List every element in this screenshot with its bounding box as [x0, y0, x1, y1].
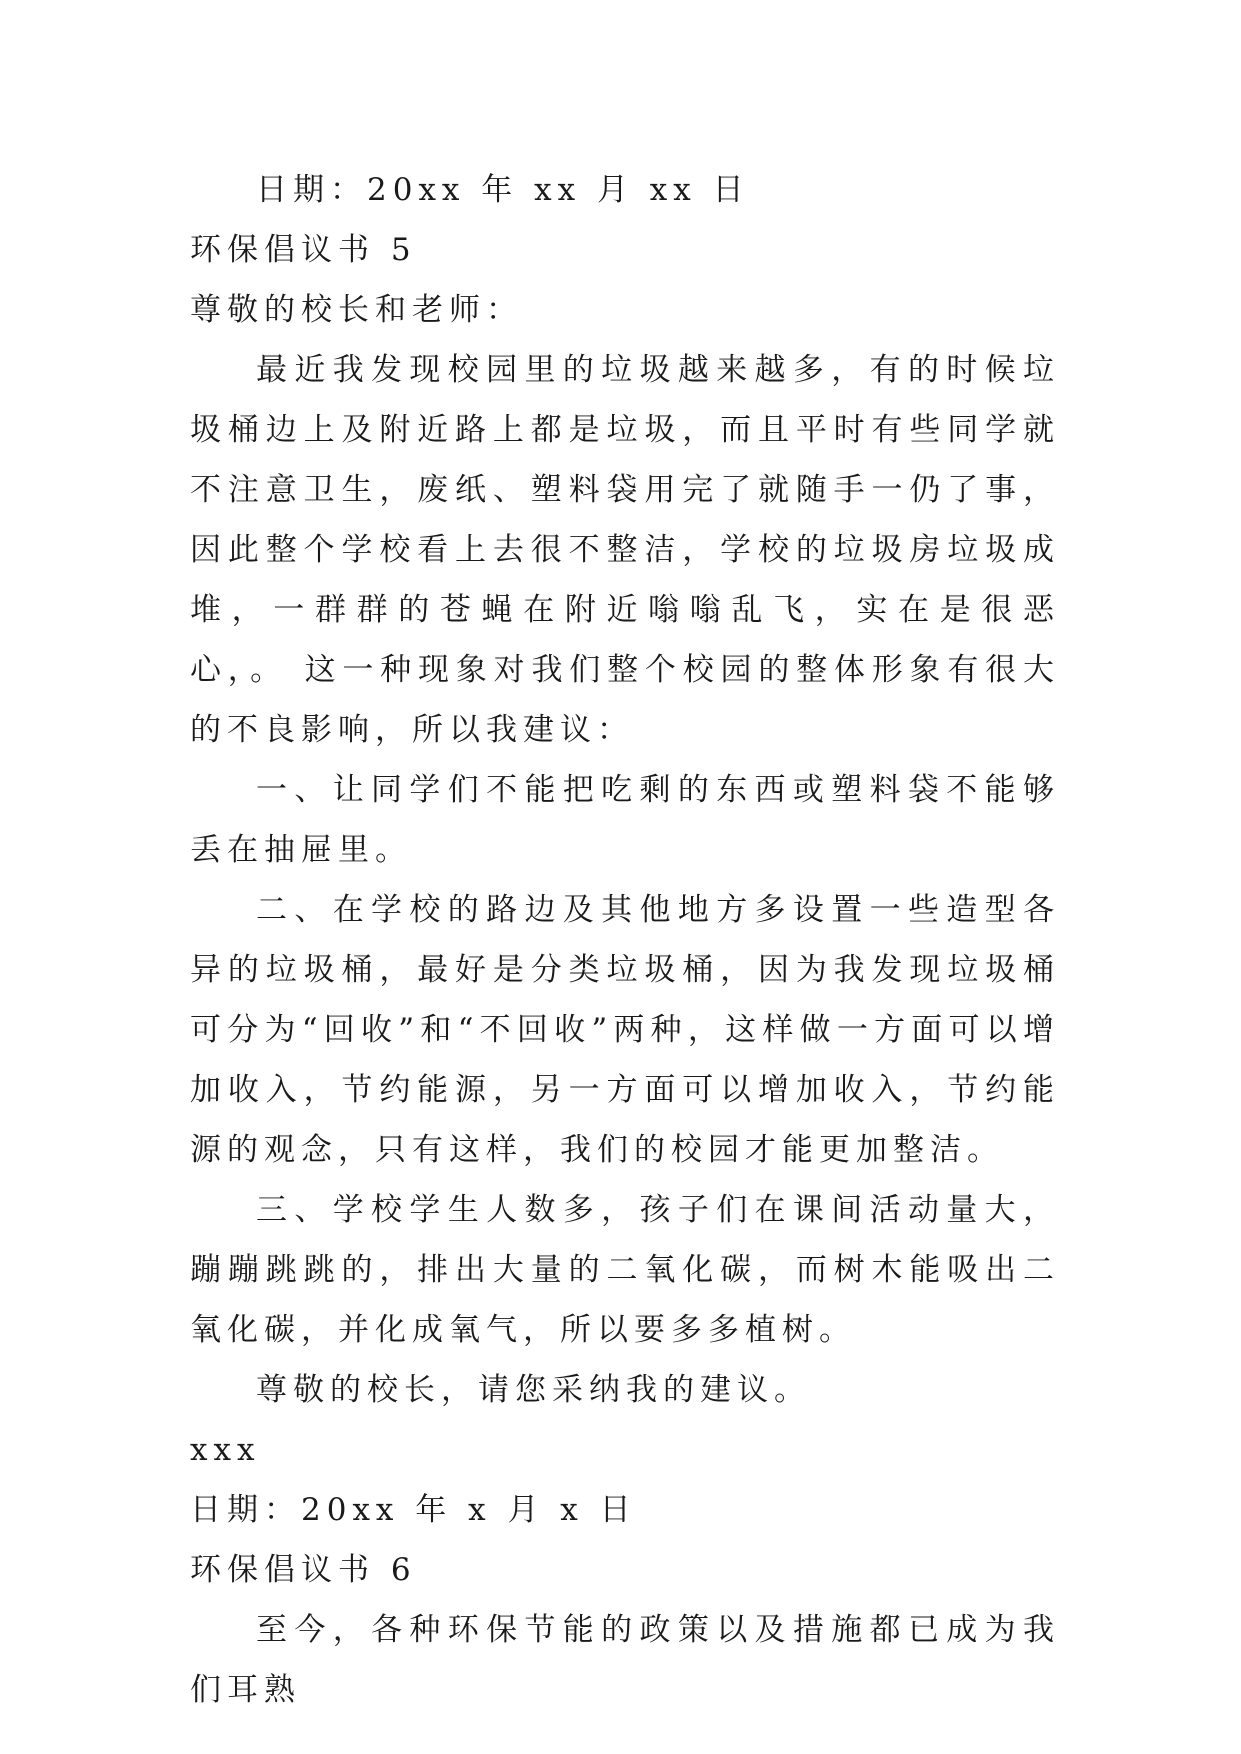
letter5-paragraph-1: 最近我发现校园里的垃圾越来越多，有的时候垃圾桶边上及附近路上都是垃圾，而且平时有些同学就不注意卫生，废纸、塑料袋用完了就随手一仍了事，因此整个学校看上去很不整洁，学校的垃圾房垃圾成堆，一群群的苍蝇在附近嗡嗡乱飞，实在是很恶心，。 这一种现象对我们整个校园的整体形象有很大的不良影响，所以我建议：	[190, 352, 1060, 748]
letter5-paragraph-5: 尊敬的校长，请您采纳我的建议。	[256, 1372, 811, 1408]
letter6-paragraph-1: 至今，各种环保节能的政策以及措施都已成为我们耳熟	[190, 1612, 1060, 1708]
top-date: 日期：20xx 年 xx 月 xx 日	[256, 172, 750, 208]
letter5-paragraph-4: 三、学校学生人数多，孩子们在课间活动量大，蹦蹦跳跳的，排出大量的二氧化碳，而树木能吸出二氧化碳，并化成氧气，所以要多多植树。	[190, 1192, 1060, 1348]
document-body	[190, 160, 1060, 1720]
letter5-paragraph-2: 一、让同学们不能把吃剩的东西或塑料袋不能够丢在抽屉里。	[190, 772, 1060, 868]
letter5-date: 日期：20xx 年 x 月 x 日	[190, 1492, 637, 1528]
letter5-salutation: 尊敬的校长和老师：	[190, 292, 523, 328]
letter6-title: 环保倡议书 6	[190, 1552, 417, 1588]
letter5-title: 环保倡议书 5	[190, 232, 417, 268]
letter5-signature: xxx	[190, 1432, 261, 1468]
letter5-paragraph-3: 二、在学校的路边及其他地方多设置一些造型各异的垃圾桶，最好是分类垃圾桶，因为我发现垃圾桶可分为“回收”和“不回收”两种，这样做一方面可以增加收入，节约能源，另一方面可以增加收入，节约能源的观念，只有这样，我们的校园才能更加整洁。	[190, 892, 1060, 1168]
